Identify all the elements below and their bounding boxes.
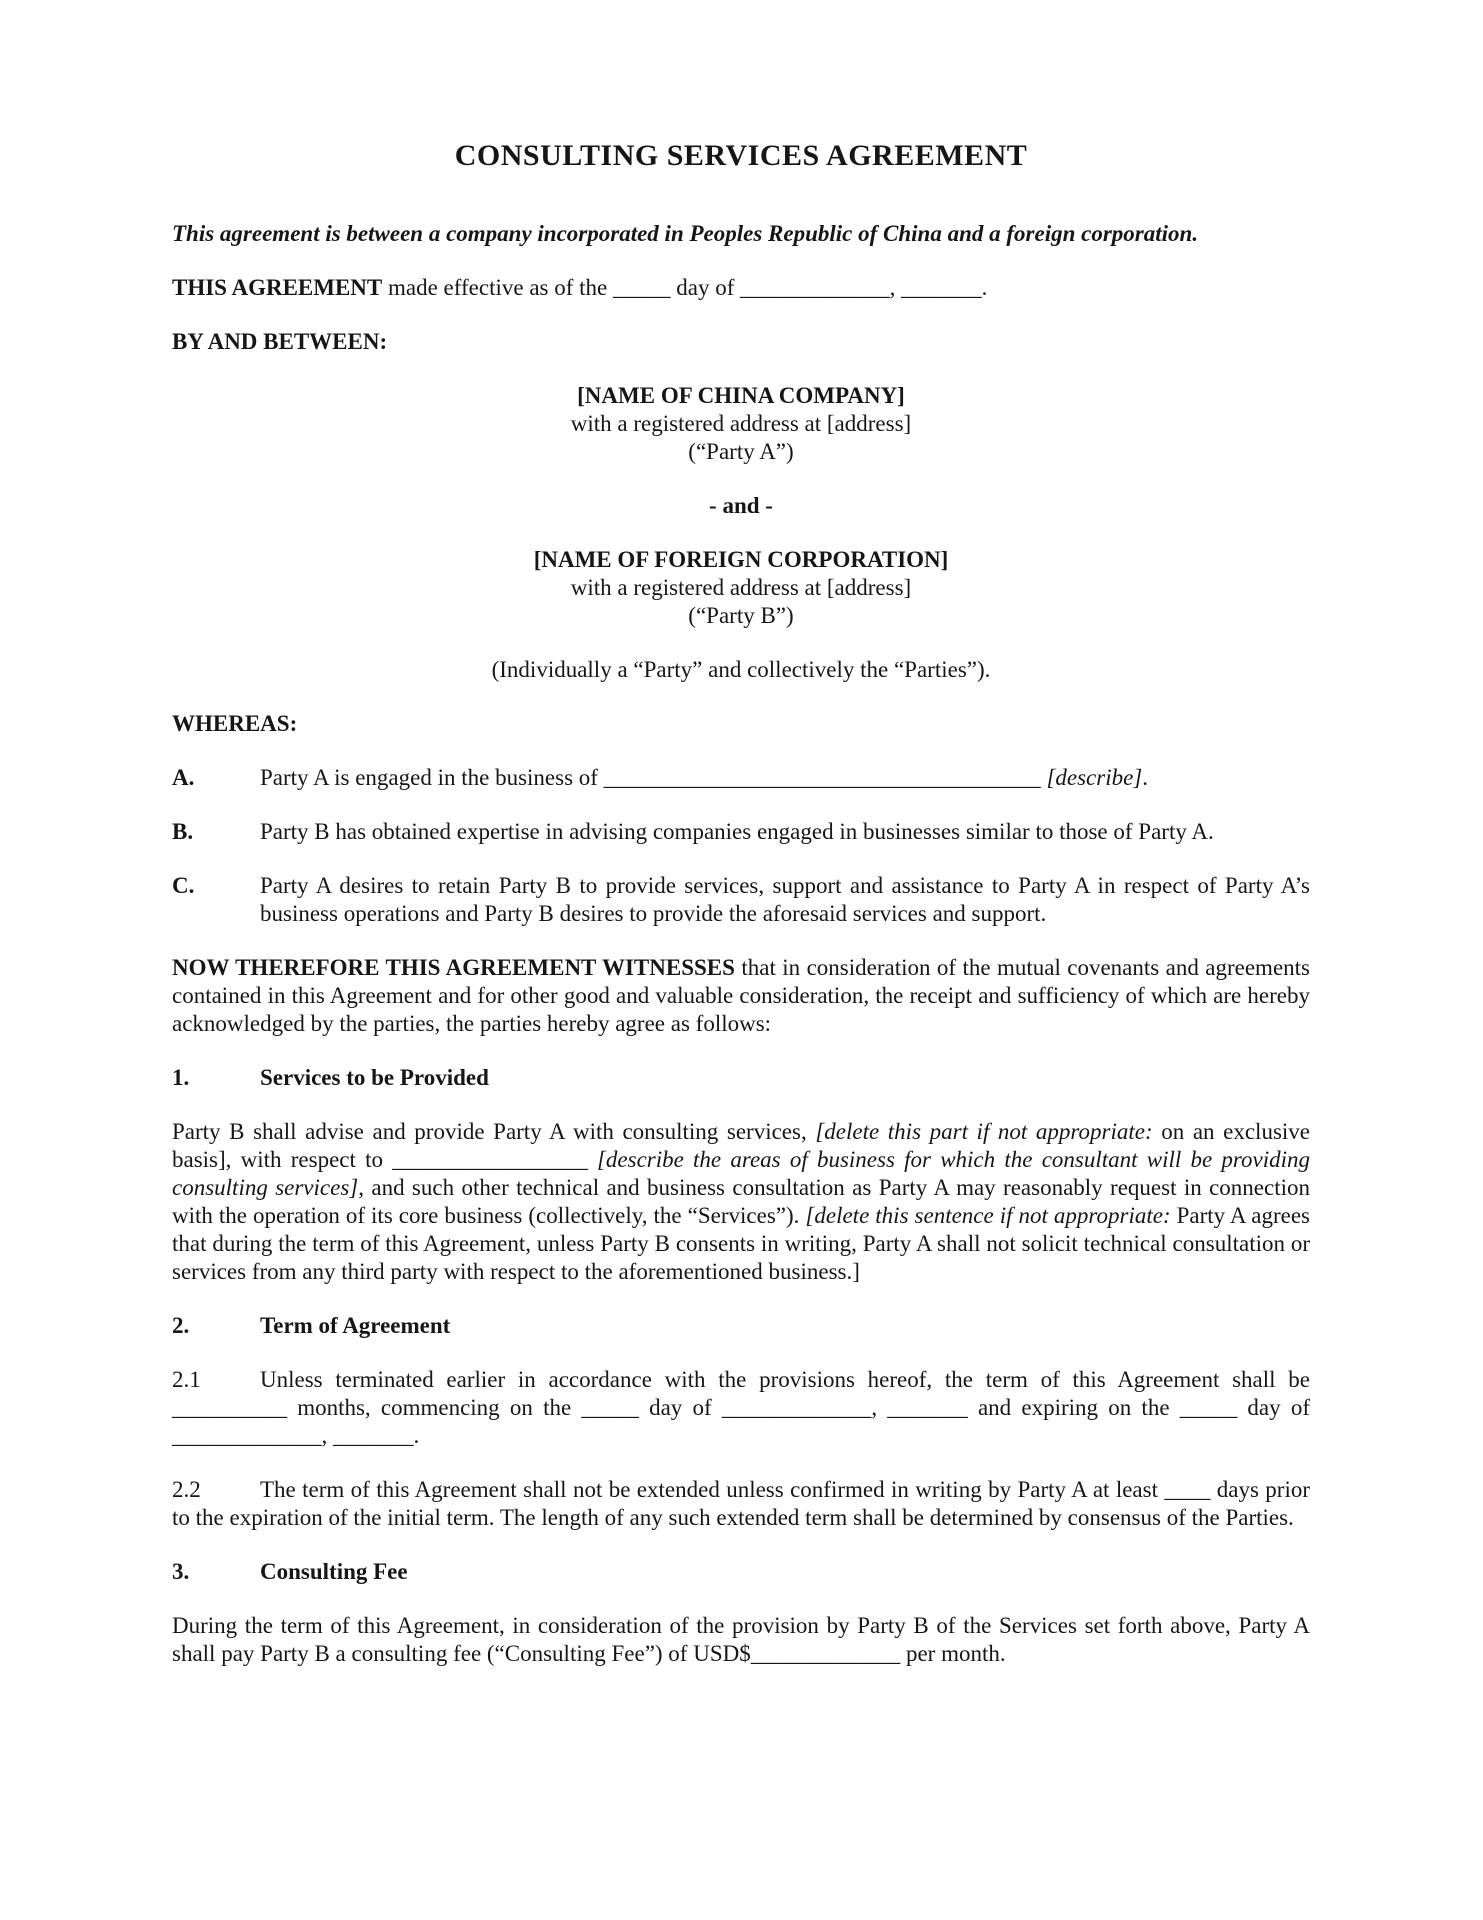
- recital-a-letter: A.: [172, 765, 195, 790]
- recital-c-letter: C.: [172, 873, 195, 898]
- collective-clause: (Individually a “Party” and collectively the “Parties”).: [491, 657, 991, 682]
- section-1-heading: [172, 1064, 1310, 1092]
- party-b-block: [172, 546, 1310, 630]
- party-a-designation: (“Party A”): [688, 439, 794, 464]
- recital-c: [172, 872, 1310, 928]
- party-a-address: with a registered address at [address]: [570, 411, 912, 436]
- recital-a: [172, 764, 1310, 792]
- by-and-between-label: BY AND BETWEEN:: [172, 329, 388, 354]
- recital-c-text: Party A desires to retain Party B to provide services, support and assistance to Party A in respect of Party A’s business operations and Party B desires to provide the aforesaid services and support.: [260, 873, 1310, 926]
- section-3-title: Consulting Fee: [260, 1559, 408, 1584]
- document-subtitle: This agreement is between a company incorporated in Peoples Republic of China and a foreign corporation.: [172, 221, 1199, 246]
- effective-clause-lead: THIS AGREEMENT: [172, 275, 383, 300]
- whereas-label: WHEREAS:: [172, 711, 298, 736]
- section-1-number: 1.: [172, 1065, 190, 1090]
- clause-2-1-text: Unless terminated earlier in accordance with the provisions hereof, the term of this Agreement shall be __________ months, commencing on the _____ day of _____________, _______ and expiring on the _____ day of _____________, _______.: [172, 1367, 1310, 1448]
- clause-2-2: [172, 1476, 1310, 1532]
- recital-b-letter: B.: [172, 819, 194, 844]
- now-therefore-lead: NOW THEREFORE THIS AGREEMENT WITNESSES: [172, 955, 735, 980]
- effective-date-clause: [172, 274, 1310, 302]
- now-therefore-text: that in consideration of the mutual covenants and agreements contained in this Agreement and for other good and valuable consideration, the receipt and sufficiency of which are hereby acknowledged by the parties, the parties hereby agree as follows:: [172, 955, 1310, 1036]
- section-3-heading: [172, 1558, 1310, 1586]
- recital-a-text: Party A is engaged in the business of ______________________________________ [describe].: [260, 765, 1149, 790]
- clause-2-2-text: The term of this Agreement shall not be extended unless confirmed in writing by Party A at least ____ days prior to the expiration of the initial term. The length of any such extended term shall be determined by consensus of the Parties.: [172, 1477, 1310, 1530]
- party-a-name: [NAME OF CHINA COMPANY]: [577, 383, 905, 408]
- recital-b-text: Party B has obtained expertise in advising companies engaged in businesses similar to those of Party A.: [260, 819, 1214, 844]
- section-2-heading: [172, 1312, 1310, 1340]
- and-separator: - and -: [709, 493, 773, 518]
- recital-b: [172, 818, 1310, 846]
- section-2-number: 2.: [172, 1313, 190, 1338]
- document-title: CONSULTING SERVICES AGREEMENT: [454, 139, 1028, 172]
- clause-2-1-number: 2.1: [172, 1367, 201, 1392]
- party-b-name: [NAME OF FOREIGN CORPORATION]: [533, 547, 949, 572]
- section-2-title: Term of Agreement: [260, 1313, 451, 1338]
- section-3-body: During the term of this Agreement, in consideration of the provision by Party B of the Services set forth above, Party A shall pay Party B a consulting fee (“Consulting Fee”) of USD$_____________ per month.: [172, 1613, 1310, 1666]
- party-a-block: [172, 382, 1310, 466]
- effective-clause-text: made effective as of the _____ day of _____________, _______.: [382, 275, 988, 300]
- now-therefore-clause: [172, 954, 1310, 1038]
- clause-2-2-number: 2.2: [172, 1477, 201, 1502]
- section-1-body: Party B shall advise and provide Party A with consulting services, [delete this part if not appropriate: on an exclusive basis], with respect to _________________ [describe the areas of business for which the consultant will be providing consulting services], and such other technical and business consultation as Party A may reasonably request in connection with the operation of its core business (collectively, the “Services”). [delete this sentence if not appropriate: Party A agrees that during the term of this Agreement, unless Party B consents in writing, Party A shall not solicit technical consultation or services from any third party with respect to the aforementioned business.]: [172, 1119, 1311, 1284]
- section-1-title: Services to be Provided: [260, 1065, 489, 1090]
- party-b-address: with a registered address at [address]: [570, 575, 912, 600]
- party-b-designation: (“Party B”): [688, 603, 794, 628]
- clause-2-1: [172, 1366, 1310, 1450]
- section-3-number: 3.: [172, 1559, 190, 1584]
